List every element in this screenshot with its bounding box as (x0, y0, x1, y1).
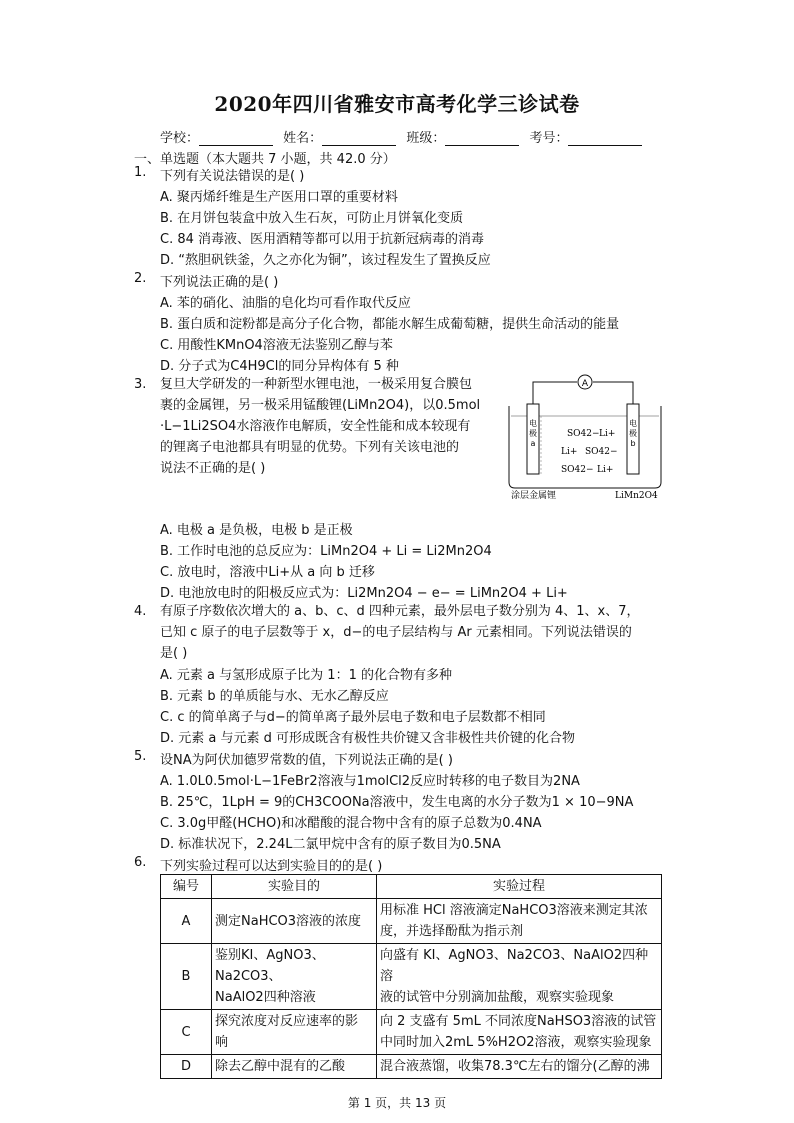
option-c: C. 用酸性KMnO4溶液无法鉴别乙醇与苯 (160, 338, 393, 353)
goal-line: 鉴别KI、AgNO3、Na2CO3、 (215, 948, 325, 984)
school-label: 学校： (160, 131, 200, 146)
question-number: 4. (134, 604, 147, 619)
goal-line: 响 (215, 1035, 229, 1050)
option-d: D. “熬胆矾铁釜，久之亦化为铜”，该过程发生了置换反应 (160, 253, 491, 268)
class-blank[interactable] (445, 133, 519, 146)
process-line: 向 2 支盛有 5mL 不同浓度NaHSO3溶液的试管 (380, 1014, 657, 1029)
ion-label: Li+ (561, 447, 578, 457)
question-stem-line: 复旦大学研发的一种新型水锂电池，一极采用复合膜包 (160, 377, 473, 392)
question-stem-line: 有原子序数依次增大的 a、b、c、d 四种元素，最外层电子数分别为 4、1、x、7， (160, 604, 640, 619)
option-a: A. 电极 a 是负极，电极 b 是正极 (160, 523, 353, 538)
page-footer: 第 1 页，共 13 页 (347, 1096, 447, 1110)
row-process (377, 1055, 662, 1079)
question-number: 2. (134, 271, 147, 286)
option-a: A. 苯的硝化、油脂的皂化均可看作取代反应 (160, 296, 411, 311)
table-row (161, 944, 662, 1010)
header-goal: 实验目的 (212, 875, 377, 899)
caption-right: LiMn2O4 (615, 491, 658, 500)
table-row (161, 899, 662, 944)
school-blank[interactable] (199, 133, 273, 146)
process-line: 液的试管中分别滴加盐酸，观察实验现象 (380, 990, 615, 1005)
row-goal (212, 944, 377, 1010)
question-number: 6. (134, 855, 147, 870)
row-id: D (161, 1055, 212, 1079)
row-id: B (161, 944, 212, 1010)
question-stem: 下列实验过程可以达到实验目的的是( ) (160, 859, 383, 874)
ion-label: SO42− (585, 447, 618, 457)
experiment-table (160, 874, 662, 1079)
question-stem-line: 是( ) (160, 646, 188, 661)
process-line: 用标准 HCl 溶液滴定NaHCO3溶液来测定其浓 (380, 903, 648, 918)
question-number: 5. (134, 749, 147, 764)
ion-label: SO42− (561, 465, 594, 475)
goal-line: 探究浓度对反应速率的影 (215, 1014, 359, 1029)
option-b: B. 25℃，1LpH = 9的CH3COONa溶液中，发生电离的水分子数为1 × 10−9NA (160, 795, 634, 810)
option-d: D. 分子式为C4H9Cl的同分异构体有 5 种 (160, 359, 399, 374)
row-goal (212, 899, 377, 944)
student-info-row (160, 127, 648, 146)
name-label: 姓名： (283, 131, 323, 146)
goal-line: 除去乙醇中混有的乙酸 (215, 1059, 346, 1074)
option-c: C. 3.0g甲醛(HCHO)和冰醋酸的混合物中含有的原子总数为0.4NA (160, 816, 542, 831)
row-id: A (161, 899, 212, 944)
row-id: C (161, 1010, 212, 1055)
question-stem-line: 说法不正确的是( ) (160, 461, 266, 476)
class-label: 班级： (406, 131, 446, 146)
question-stem: 设NA为阿伏加德罗常数的值，下列说法正确的是( ) (160, 753, 453, 768)
goal-line: 测定NaHCO3溶液的浓度 (215, 913, 362, 929)
question-number: 3. (134, 377, 147, 392)
option-c: C. 放电时，溶液中Li+从 a 向 b 迁移 (160, 565, 375, 580)
ion-label: Li+ (599, 429, 616, 439)
ion-label: Li+ (597, 465, 614, 475)
row-goal (212, 1010, 377, 1055)
option-c: C. 84 消毒液、医用酒精等都可以用于抗新冠病毒的消毒 (160, 232, 485, 247)
option-a: A. 元素 a 与氢形成原子比为 1：1 的化合物有多种 (160, 668, 452, 683)
row-process (377, 1010, 662, 1055)
option-a: A. 1.0L0.5mol·L−1FeBr2溶液与1molCl2反应时转移的电子数目为2NA (160, 774, 580, 789)
row-process (377, 944, 662, 1010)
row-goal (212, 1055, 377, 1079)
option-a: A. 聚丙烯纤维是生产医用口罩的重要材料 (160, 190, 398, 205)
question-stem-line: 裹的金属锂，另一极采用锰酸锂(LiMn2O4)，以0.5mol (160, 398, 481, 413)
electrode-b-label: 电极 b (629, 419, 637, 448)
name-blank[interactable] (322, 133, 396, 146)
section-heading: 一、单选题（本大题共 7 小题，共 42.0 分） (134, 152, 396, 167)
question-stem-line: ·L−1Li2SO4水溶液作电解质，安全性能和成本较现有 (160, 419, 471, 434)
table-header-row (161, 875, 662, 899)
examno-label: 考号： (529, 131, 569, 146)
option-d: D. 元素 a 与元素 d 可形成既含有极性共价键又含非极性共价键的化合物 (160, 731, 576, 746)
row-process (377, 899, 662, 944)
process-line: 向盛有 KI、AgNO3、Na2CO3、NaAlO2四种溶 (380, 948, 649, 984)
process-line: 中同时加入2mL 5%H2O2溶液，观察实验现象 (380, 1035, 652, 1050)
question-stem-line: 的锂离子电池都具有明显的优势。下列有关该电池的 (160, 440, 460, 455)
page-title: 2020年四川省雅安市高考化学三诊试卷 (214, 92, 580, 116)
process-line: 混合液蒸馏，收集78.3℃左右的馏分(乙醇的沸 (380, 1059, 650, 1074)
caption-left: 涂层金属锂 (511, 491, 557, 500)
header-process: 实验过程 (377, 875, 662, 899)
question-stem: 下列有关说法错误的是( ) (160, 169, 305, 184)
electrode-a-label: 电极 a (529, 419, 537, 448)
question-stem-line: 已知 c 原子的电子层数等于 x，d−的电子层结构与 Ar 元素相同。下列说法错误的 (160, 625, 632, 640)
option-b: B. 工作时电池的总反应为：LiMn2O4 + Li = Li2Mn2O4 (160, 544, 492, 559)
goal-line: NaAlO2四种溶液 (215, 990, 316, 1005)
option-d: D. 电池放电时的阳极反应式为：Li2Mn2O4 − e− = LiMn2O4 + Li+ (160, 586, 568, 601)
table-row (161, 1055, 662, 1079)
option-b: B. 在月饼包装盒中放入生石灰，可防止月饼氧化变质 (160, 211, 464, 226)
wire-left (533, 382, 577, 412)
option-d: D. 标准状况下，2.24L二氯甲烷中含有的原子数目为0.5NA (160, 837, 501, 852)
option-b: B. 元素 b 的单质能与水、无水乙醇反应 (160, 689, 389, 704)
process-line: 度，并选择酚酞为指示剂 (380, 924, 524, 939)
option-c: C. c 的简单离子与d−的简单离子最外层电子数和电子层数都不相同 (160, 710, 546, 725)
question-stem: 下列说法正确的是( ) (160, 275, 279, 290)
ammeter-label: A (581, 379, 589, 389)
ion-label: SO42− (567, 429, 600, 439)
header-id: 编号 (161, 875, 212, 899)
battery-diagram (505, 370, 665, 500)
examno-blank[interactable] (568, 133, 642, 146)
table-row (161, 1010, 662, 1055)
option-b: B. 蛋白质和淀粉都是高分子化合物，都能水解生成葡萄糖，提供生命活动的能量 (160, 317, 620, 332)
question-number: 1. (134, 165, 147, 180)
